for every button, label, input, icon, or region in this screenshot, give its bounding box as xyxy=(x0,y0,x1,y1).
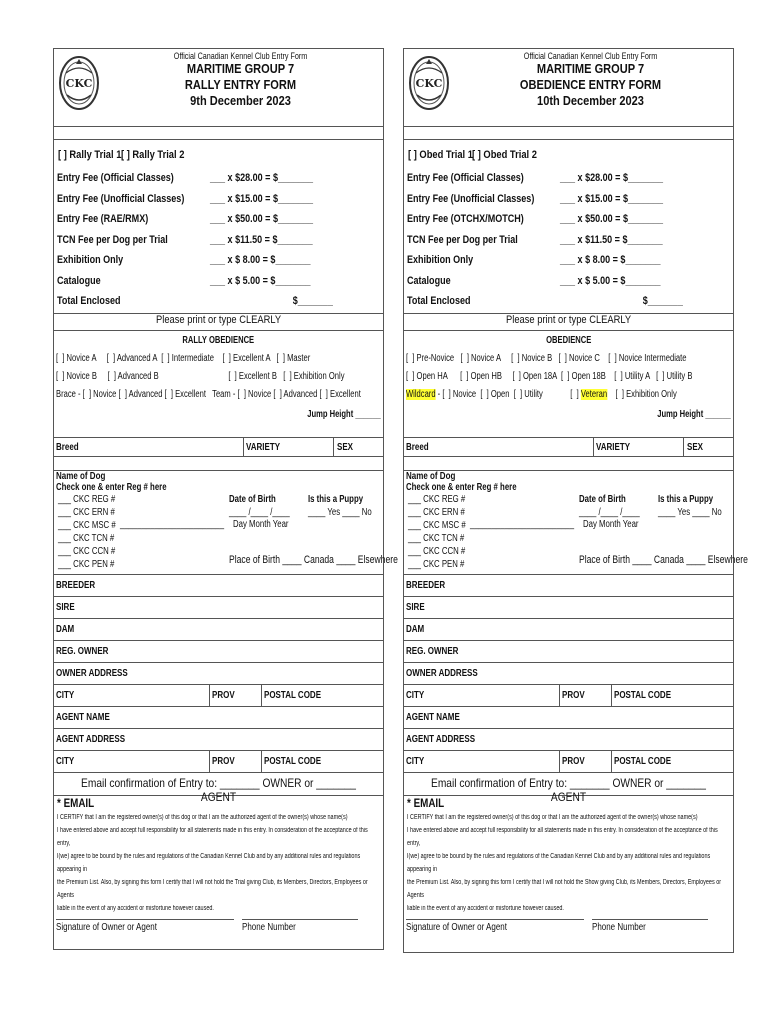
jump-height[interactable] xyxy=(406,409,731,420)
agent-city-row[interactable] xyxy=(54,750,383,772)
signature-label: Signature of Owner or Agent xyxy=(56,921,157,933)
fee-label: Entry Fee (Official Classes) xyxy=(57,172,174,184)
email-confirmation-text[interactable]: Email confirmation of Entry to: _______ OWNER or _______ AGENT xyxy=(431,775,706,804)
fee-amount[interactable]: ___ x $28.00 = $_______ xyxy=(210,172,314,184)
divider xyxy=(593,438,594,456)
name-of-dog-row[interactable] xyxy=(404,470,733,482)
breed-row[interactable] xyxy=(404,437,733,456)
email-heading-text: * EMAIL xyxy=(57,795,95,810)
fee-label: Entry Fee (OTCHX/MOTCH) xyxy=(407,213,524,225)
fee-label: Catalogue xyxy=(57,274,101,287)
reg-check-title: Check one & enter Reg # here xyxy=(406,481,517,493)
sire-label: SIRE xyxy=(406,601,425,613)
form-header xyxy=(54,49,383,127)
cert-line: I have entered above and accept full responsibility for all statements made in this entry. In consideration of the acceptance of this entry, xyxy=(57,826,368,847)
dam-row[interactable] xyxy=(54,618,383,640)
header-form-title: OBEDIENCE ENTRY FORM xyxy=(519,77,662,92)
name-of-dog-label: Name of Dog xyxy=(406,470,456,482)
fee-row[interactable] xyxy=(54,272,383,293)
fee-label: Exhibition Only xyxy=(57,254,124,266)
print-clearly-text: Please print or type CLEARLY xyxy=(155,313,282,326)
place-of-birth-field[interactable]: Place of Birth ____ Canada ____ Elsewhere xyxy=(229,553,398,566)
agent-address-label: AGENT ADDRESS xyxy=(406,733,476,745)
reg-option[interactable]: ___ CKC CCN # xyxy=(58,545,116,557)
class-options-row[interactable] xyxy=(406,353,731,364)
prov-label: PROV xyxy=(562,755,585,767)
dob-hint: Day Month Year xyxy=(583,518,639,530)
name-of-dog-row[interactable] xyxy=(54,470,383,482)
header-date: 9th December 2023 xyxy=(190,93,291,108)
exhibition-only-option[interactable]: [ ] Exhibition Only xyxy=(607,388,677,400)
reg-option[interactable]: ___ CKC ERN # xyxy=(408,506,465,518)
cert-line: the Premium List. Also, by signing this form I certify that I will not hold the Trial giving Club, its Members, Directors, Employees or Agents xyxy=(57,878,368,899)
sex-label: SEX xyxy=(337,441,354,453)
fee-row[interactable] xyxy=(404,210,733,231)
fee-label: Entry Fee (Official Classes) xyxy=(407,172,524,184)
class-options-row[interactable] xyxy=(406,371,731,382)
city-label: CITY xyxy=(56,689,75,701)
fee-row[interactable] xyxy=(54,169,383,190)
spacer-row xyxy=(404,456,733,470)
class-options-row[interactable] xyxy=(56,371,381,382)
postal-code-label: POSTAL CODE xyxy=(614,755,672,767)
phone-label: Phone Number xyxy=(242,921,296,933)
reg-number-field[interactable]: ________________________ xyxy=(120,518,225,530)
agent-name-row[interactable] xyxy=(54,706,383,728)
divider xyxy=(261,751,262,772)
divider xyxy=(209,751,210,772)
signature-line[interactable] xyxy=(56,919,234,920)
owner-address-label: OWNER ADDRESS xyxy=(406,667,478,679)
owner-address-label: OWNER ADDRESS xyxy=(56,667,128,679)
dob-label: Date of Birth xyxy=(229,493,276,505)
city-label: CITY xyxy=(56,755,75,767)
signature-section xyxy=(54,897,383,937)
registration-section xyxy=(404,481,748,574)
classes-title xyxy=(56,335,381,346)
breed-row[interactable] xyxy=(54,437,383,456)
trial-selection xyxy=(404,140,733,169)
fee-label: Entry Fee (Unofficial Classes) xyxy=(407,192,535,205)
cert-line: I CERTIFY that I am the registered owner(s) of this dog or that I am the authorized agent of the owner(s) whose name(s) xyxy=(407,813,698,821)
postal-code-label: POSTAL CODE xyxy=(264,689,322,701)
divider xyxy=(333,438,334,456)
fee-row[interactable] xyxy=(54,251,383,272)
reg-option[interactable]: ___ CKC CCN # xyxy=(408,545,466,557)
certification-text xyxy=(54,811,383,912)
dob-hint: Day Month Year xyxy=(233,518,289,530)
wildcard-option[interactable]: Wildcard xyxy=(406,388,436,400)
class-options-text[interactable] xyxy=(406,389,677,400)
class-options-text[interactable]: [ ] Open HA [ ] Open HB [ ] Open 18A [ ] Open 18B [ ] Utility A [ ] Utility B xyxy=(406,370,693,382)
header-group-title: MARITIME GROUP 7 xyxy=(536,61,645,76)
owner-city-row[interactable] xyxy=(54,684,383,706)
veteran-option[interactable]: Veteran xyxy=(580,388,608,400)
signature-label: Signature of Owner or Agent xyxy=(406,921,507,933)
header-spacer xyxy=(404,127,733,140)
classes-title-text: OBEDIENCE xyxy=(545,334,592,346)
jump-height-field[interactable]: Jump Height ______ xyxy=(657,408,731,420)
sex-label: SEX xyxy=(687,441,704,453)
agent-address-row[interactable] xyxy=(404,728,733,750)
agent-address-label: AGENT ADDRESS xyxy=(56,733,126,745)
dob-field[interactable]: ____ /____ /____ xyxy=(229,506,290,518)
fee-total-row[interactable] xyxy=(54,292,383,313)
fee-table xyxy=(404,169,733,313)
cert-line: the Premium List. Also, by signing this form I certify that I will not hold the Show giving Club, its Members, Directors, Employees or Agents xyxy=(407,878,722,899)
phone-label: Phone Number xyxy=(592,921,646,933)
classes-section xyxy=(404,331,733,437)
breeder-row[interactable] xyxy=(404,574,733,596)
class-options-text[interactable]: [ ] Pre-Novice [ ] Novice A [ ] Novice B [ ] Novice C [ ] Novice Intermediate xyxy=(406,352,687,364)
fee-label: TCN Fee per Dog per Trial xyxy=(407,233,518,246)
agent-name-row[interactable] xyxy=(404,706,733,728)
reg-option[interactable]: ___ CKC MSC # xyxy=(58,519,116,531)
class-options-row[interactable] xyxy=(56,389,381,400)
phone-line[interactable] xyxy=(242,919,358,920)
classes-title-text: RALLY OBEDIENCE xyxy=(182,334,255,346)
owner-city-row[interactable] xyxy=(404,684,733,706)
fee-total-row[interactable] xyxy=(404,292,733,313)
ckc-logo-icon xyxy=(58,51,100,113)
reg-option[interactable]: ___ CKC TCN # xyxy=(58,532,115,544)
breeder-label: BREEDER xyxy=(406,579,446,591)
cert-line: I(we) agree to be bound by the rules and regulations of the Canadian Kennel Club and by any additional rules and regulations appearing in xyxy=(57,852,361,873)
signature-line[interactable] xyxy=(406,919,584,920)
reg-owner-row[interactable] xyxy=(54,640,383,662)
fee-label: TCN Fee per Dog per Trial xyxy=(57,233,168,246)
class-options-row[interactable] xyxy=(56,353,381,364)
city-label: CITY xyxy=(406,755,425,767)
form-header xyxy=(404,49,733,127)
svg-text:CKC: CKC xyxy=(415,77,443,90)
cert-line: liable in the event of any accident or misfortune however caused. xyxy=(407,904,564,912)
cert-line: I have entered above and accept full responsibility for all statements made in this entry. In consideration of the acceptance of this entry, xyxy=(407,826,718,847)
reg-option[interactable]: ___ CKC ERN # xyxy=(58,506,115,518)
reg-option[interactable]: ___ CKC PEN # xyxy=(408,558,465,570)
puppy-label: Is this a Puppy xyxy=(308,493,364,505)
fee-row[interactable] xyxy=(404,190,733,211)
dam-row[interactable] xyxy=(404,618,733,640)
breed-label: Breed xyxy=(406,441,429,453)
divider xyxy=(611,685,612,706)
agent-address-row[interactable] xyxy=(54,728,383,750)
header-form-title: RALLY ENTRY FORM xyxy=(184,77,297,92)
fee-row[interactable] xyxy=(54,210,383,231)
puppy-label: Is this a Puppy xyxy=(658,493,714,505)
obedience-entry-form xyxy=(403,48,748,953)
dam-label: DAM xyxy=(56,623,75,635)
reg-number-field[interactable]: ________________________ xyxy=(470,518,575,530)
class-options-row[interactable] xyxy=(406,389,731,400)
trial-2-checkbox[interactable]: [ ] Rally Trial 2 xyxy=(120,148,184,161)
header-date: 10th December 2023 xyxy=(537,93,644,108)
fee-amount[interactable]: ___ x $11.50 = $_______ xyxy=(560,233,663,246)
wildcard-class-options[interactable]: - [ ] Novice [ ] Open [ ] Utility [ ] xyxy=(435,388,581,400)
svg-text:CKC: CKC xyxy=(65,77,93,90)
divider xyxy=(559,751,560,772)
dam-label: DAM xyxy=(406,623,425,635)
email-confirmation-text[interactable]: Email confirmation of Entry to: _______ OWNER or _______ AGENT xyxy=(81,775,356,804)
prov-label: PROV xyxy=(212,755,235,767)
agent-name-label: AGENT NAME xyxy=(56,711,110,723)
variety-label: VARIETY xyxy=(596,441,631,453)
cert-line: I CERTIFY that I am the registered owner(s) of this dog or that I am the authorized agent of the owner(s) whose name(s) xyxy=(57,813,348,821)
divider xyxy=(683,438,684,456)
fee-amount[interactable]: ___ x $15.00 = $_______ xyxy=(560,192,664,205)
divider xyxy=(243,438,244,456)
trial-1-checkbox[interactable]: [ ] Obed Trial 1 xyxy=(408,148,473,161)
registration-section xyxy=(54,481,398,574)
fee-row[interactable] xyxy=(404,231,733,252)
divider xyxy=(611,751,612,772)
fee-row[interactable] xyxy=(54,231,383,252)
owner-address-row[interactable] xyxy=(404,662,733,684)
header-spacer xyxy=(54,127,383,140)
fee-row[interactable] xyxy=(404,272,733,293)
reg-option[interactable]: ___ CKC PEN # xyxy=(58,558,115,570)
fee-total-amount[interactable]: $_______ xyxy=(210,295,333,307)
fee-amount[interactable]: ___ x $ 5.00 = $_______ xyxy=(560,274,661,287)
reg-option[interactable]: ___ CKC REG # xyxy=(58,493,116,505)
fee-label: Exhibition Only xyxy=(407,254,474,266)
header-small-title: Official Canadian Kennel Club Entry Form xyxy=(523,51,658,61)
cert-line: I(we) agree to be bound by the rules and regulations of the Canadian Kennel Club and by any additional rules and regulations appearing in xyxy=(407,852,711,873)
trial-1-checkbox[interactable]: [ ] Rally Trial 1 xyxy=(58,148,122,161)
reg-owner-label: REG. OWNER xyxy=(56,645,109,657)
sire-row[interactable] xyxy=(54,596,383,618)
fee-table xyxy=(54,169,383,313)
fee-label: Entry Fee (RAE/RMX) xyxy=(57,213,149,225)
reg-owner-label: REG. OWNER xyxy=(406,645,459,657)
postal-code-label: POSTAL CODE xyxy=(614,689,672,701)
fee-label: Total Enclosed xyxy=(57,295,121,307)
jump-height-field[interactable]: Jump Height ______ xyxy=(307,408,381,420)
reg-option[interactable]: ___ CKC MSC # xyxy=(408,519,466,531)
variety-label: VARIETY xyxy=(246,441,281,453)
signature-section xyxy=(404,897,733,937)
place-of-birth-field[interactable]: Place of Birth ____ Canada ____ Elsewhere xyxy=(579,553,748,566)
fee-amount[interactable]: ___ x $11.50 = $_______ xyxy=(210,233,313,246)
fee-row[interactable] xyxy=(404,169,733,190)
dob-label: Date of Birth xyxy=(579,493,626,505)
phone-line[interactable] xyxy=(592,919,708,920)
agent-city-row[interactable] xyxy=(404,750,733,772)
puppy-options[interactable]: ____ Yes ____ No xyxy=(308,506,372,518)
fee-row[interactable] xyxy=(404,251,733,272)
reg-option[interactable]: ___ CKC REG # xyxy=(408,493,466,505)
email-confirmation-row[interactable] xyxy=(404,772,733,804)
jump-height[interactable] xyxy=(56,409,381,420)
fee-amount[interactable]: ___ x $50.00 = $_______ xyxy=(560,213,664,225)
ckc-logo-icon xyxy=(408,51,450,113)
fee-total-amount[interactable]: $_______ xyxy=(560,295,683,307)
header-small-title: Official Canadian Kennel Club Entry Form xyxy=(173,51,308,61)
class-options-text[interactable]: Brace - [ ] Novice [ ] Advanced [ ] Excellent Team - [ ] Novice [ ] Advanced [ ] Excellent xyxy=(56,388,361,400)
divider xyxy=(261,685,262,706)
owner-address-row[interactable] xyxy=(54,662,383,684)
divider xyxy=(209,685,210,706)
fee-amount[interactable]: ___ x $ 5.00 = $_______ xyxy=(210,274,311,287)
email-heading-text: * EMAIL xyxy=(407,795,445,810)
prov-label: PROV xyxy=(212,689,235,701)
name-of-dog-label: Name of Dog xyxy=(56,470,106,482)
spacer-row xyxy=(54,456,383,470)
classes-section xyxy=(54,331,383,437)
certification-text xyxy=(404,811,733,912)
email-confirmation-row[interactable] xyxy=(54,772,383,804)
city-label: CITY xyxy=(406,689,425,701)
fee-label: Total Enclosed xyxy=(407,295,471,307)
fee-label: Catalogue xyxy=(407,274,451,287)
print-clearly-note xyxy=(54,313,383,331)
breeder-label: BREEDER xyxy=(56,579,96,591)
divider xyxy=(559,685,560,706)
fee-row[interactable] xyxy=(54,190,383,211)
cert-line: liable in the event of any accident or misfortune however caused. xyxy=(57,904,214,912)
reg-option[interactable]: ___ CKC TCN # xyxy=(408,532,465,544)
trial-2-checkbox[interactable]: [ ] Obed Trial 2 xyxy=(472,148,538,161)
breeder-row[interactable] xyxy=(54,574,383,596)
sire-label: SIRE xyxy=(56,601,75,613)
fee-amount[interactable]: ___ x $ 8.00 = $_______ xyxy=(210,254,311,266)
sire-row[interactable] xyxy=(404,596,733,618)
fee-label: Entry Fee (Unofficial Classes) xyxy=(57,192,185,205)
fee-amount[interactable]: ___ x $15.00 = $_______ xyxy=(210,192,314,205)
print-clearly-text: Please print or type CLEARLY xyxy=(505,313,632,326)
reg-owner-row[interactable] xyxy=(404,640,733,662)
dob-field[interactable]: ____ /____ /____ xyxy=(579,506,640,518)
fee-amount[interactable]: ___ x $28.00 = $_______ xyxy=(560,172,664,184)
class-options-text[interactable]: [ ] Novice A [ ] Advanced A [ ] Intermediate [ ] Excellent A [ ] Master xyxy=(56,352,311,364)
header-group-title: MARITIME GROUP 7 xyxy=(186,61,295,76)
fee-amount[interactable]: ___ x $ 8.00 = $_______ xyxy=(560,254,661,266)
postal-code-label: POSTAL CODE xyxy=(264,755,322,767)
puppy-options[interactable]: ____ Yes ____ No xyxy=(658,506,722,518)
print-clearly-note xyxy=(404,313,733,331)
trial-selection xyxy=(54,140,383,169)
fee-amount[interactable]: ___ x $50.00 = $_______ xyxy=(210,213,314,225)
class-options-text[interactable]: [ ] Novice B [ ] Advanced B [ ] Excellent B [ ] Exhibition Only xyxy=(56,370,345,382)
reg-check-title: Check one & enter Reg # here xyxy=(56,481,167,493)
classes-title xyxy=(406,335,731,346)
breed-label: Breed xyxy=(56,441,79,453)
agent-name-label: AGENT NAME xyxy=(406,711,460,723)
rally-entry-form xyxy=(53,48,398,950)
prov-label: PROV xyxy=(562,689,585,701)
